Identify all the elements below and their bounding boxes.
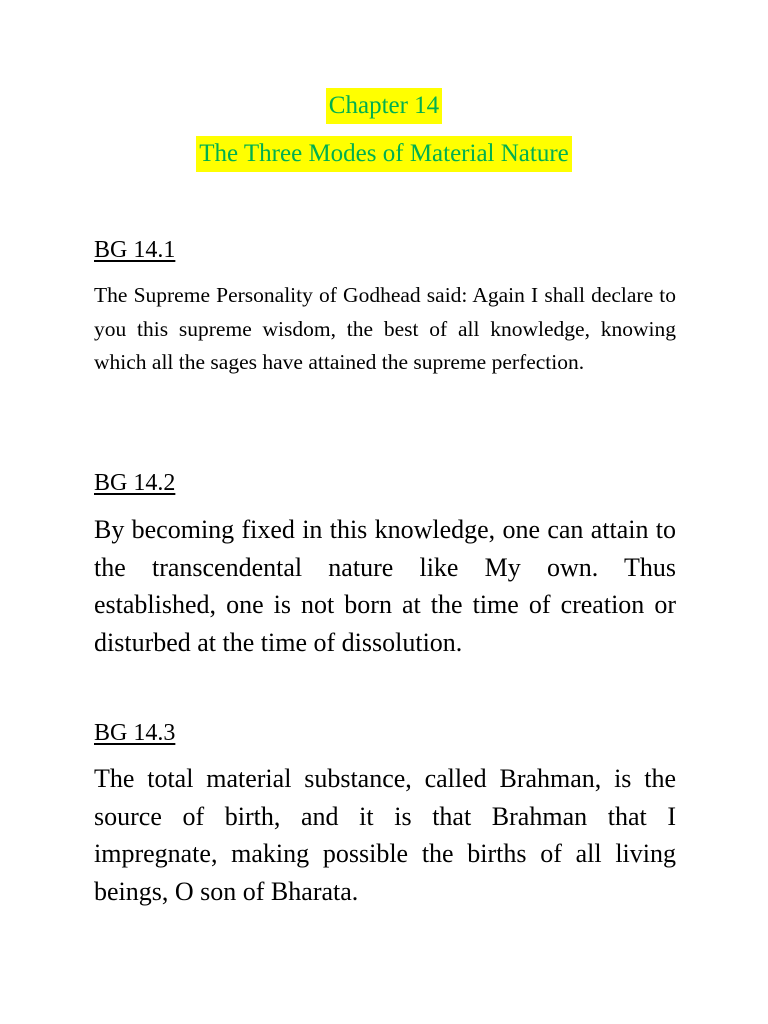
verse-label-14-3: BG 14.3: [94, 720, 176, 746]
verse-text-14-3: The total material substance, called Brahman, is the source of birth, and it is that Brahman that I impregnate, making possible the births of all living beings, O son of Bharata.: [94, 764, 676, 906]
verse-text-14-1: The Supreme Personality of Godhead said: Again I shall declare to you this supreme wisdom, the best of all knowledge, knowing which all the sages have attained the supreme perfection.: [94, 283, 676, 374]
chapter-title: The Three Modes of Material Nature: [196, 136, 572, 172]
verse-text-14-2: By becoming fixed in this knowledge, one can attain to the transcendental nature like My own. Thus established, one is not born at the time of creation or disturbed at the time of dissolution.: [94, 515, 676, 657]
chapter-heading: Chapter 14: [326, 88, 442, 124]
verse-label-14-1: BG 14.1: [94, 237, 176, 263]
verse-label-14-2: BG 14.2: [94, 470, 176, 496]
chapter-title-row: [0, 136, 768, 172]
chapter-heading-row: [0, 88, 768, 124]
